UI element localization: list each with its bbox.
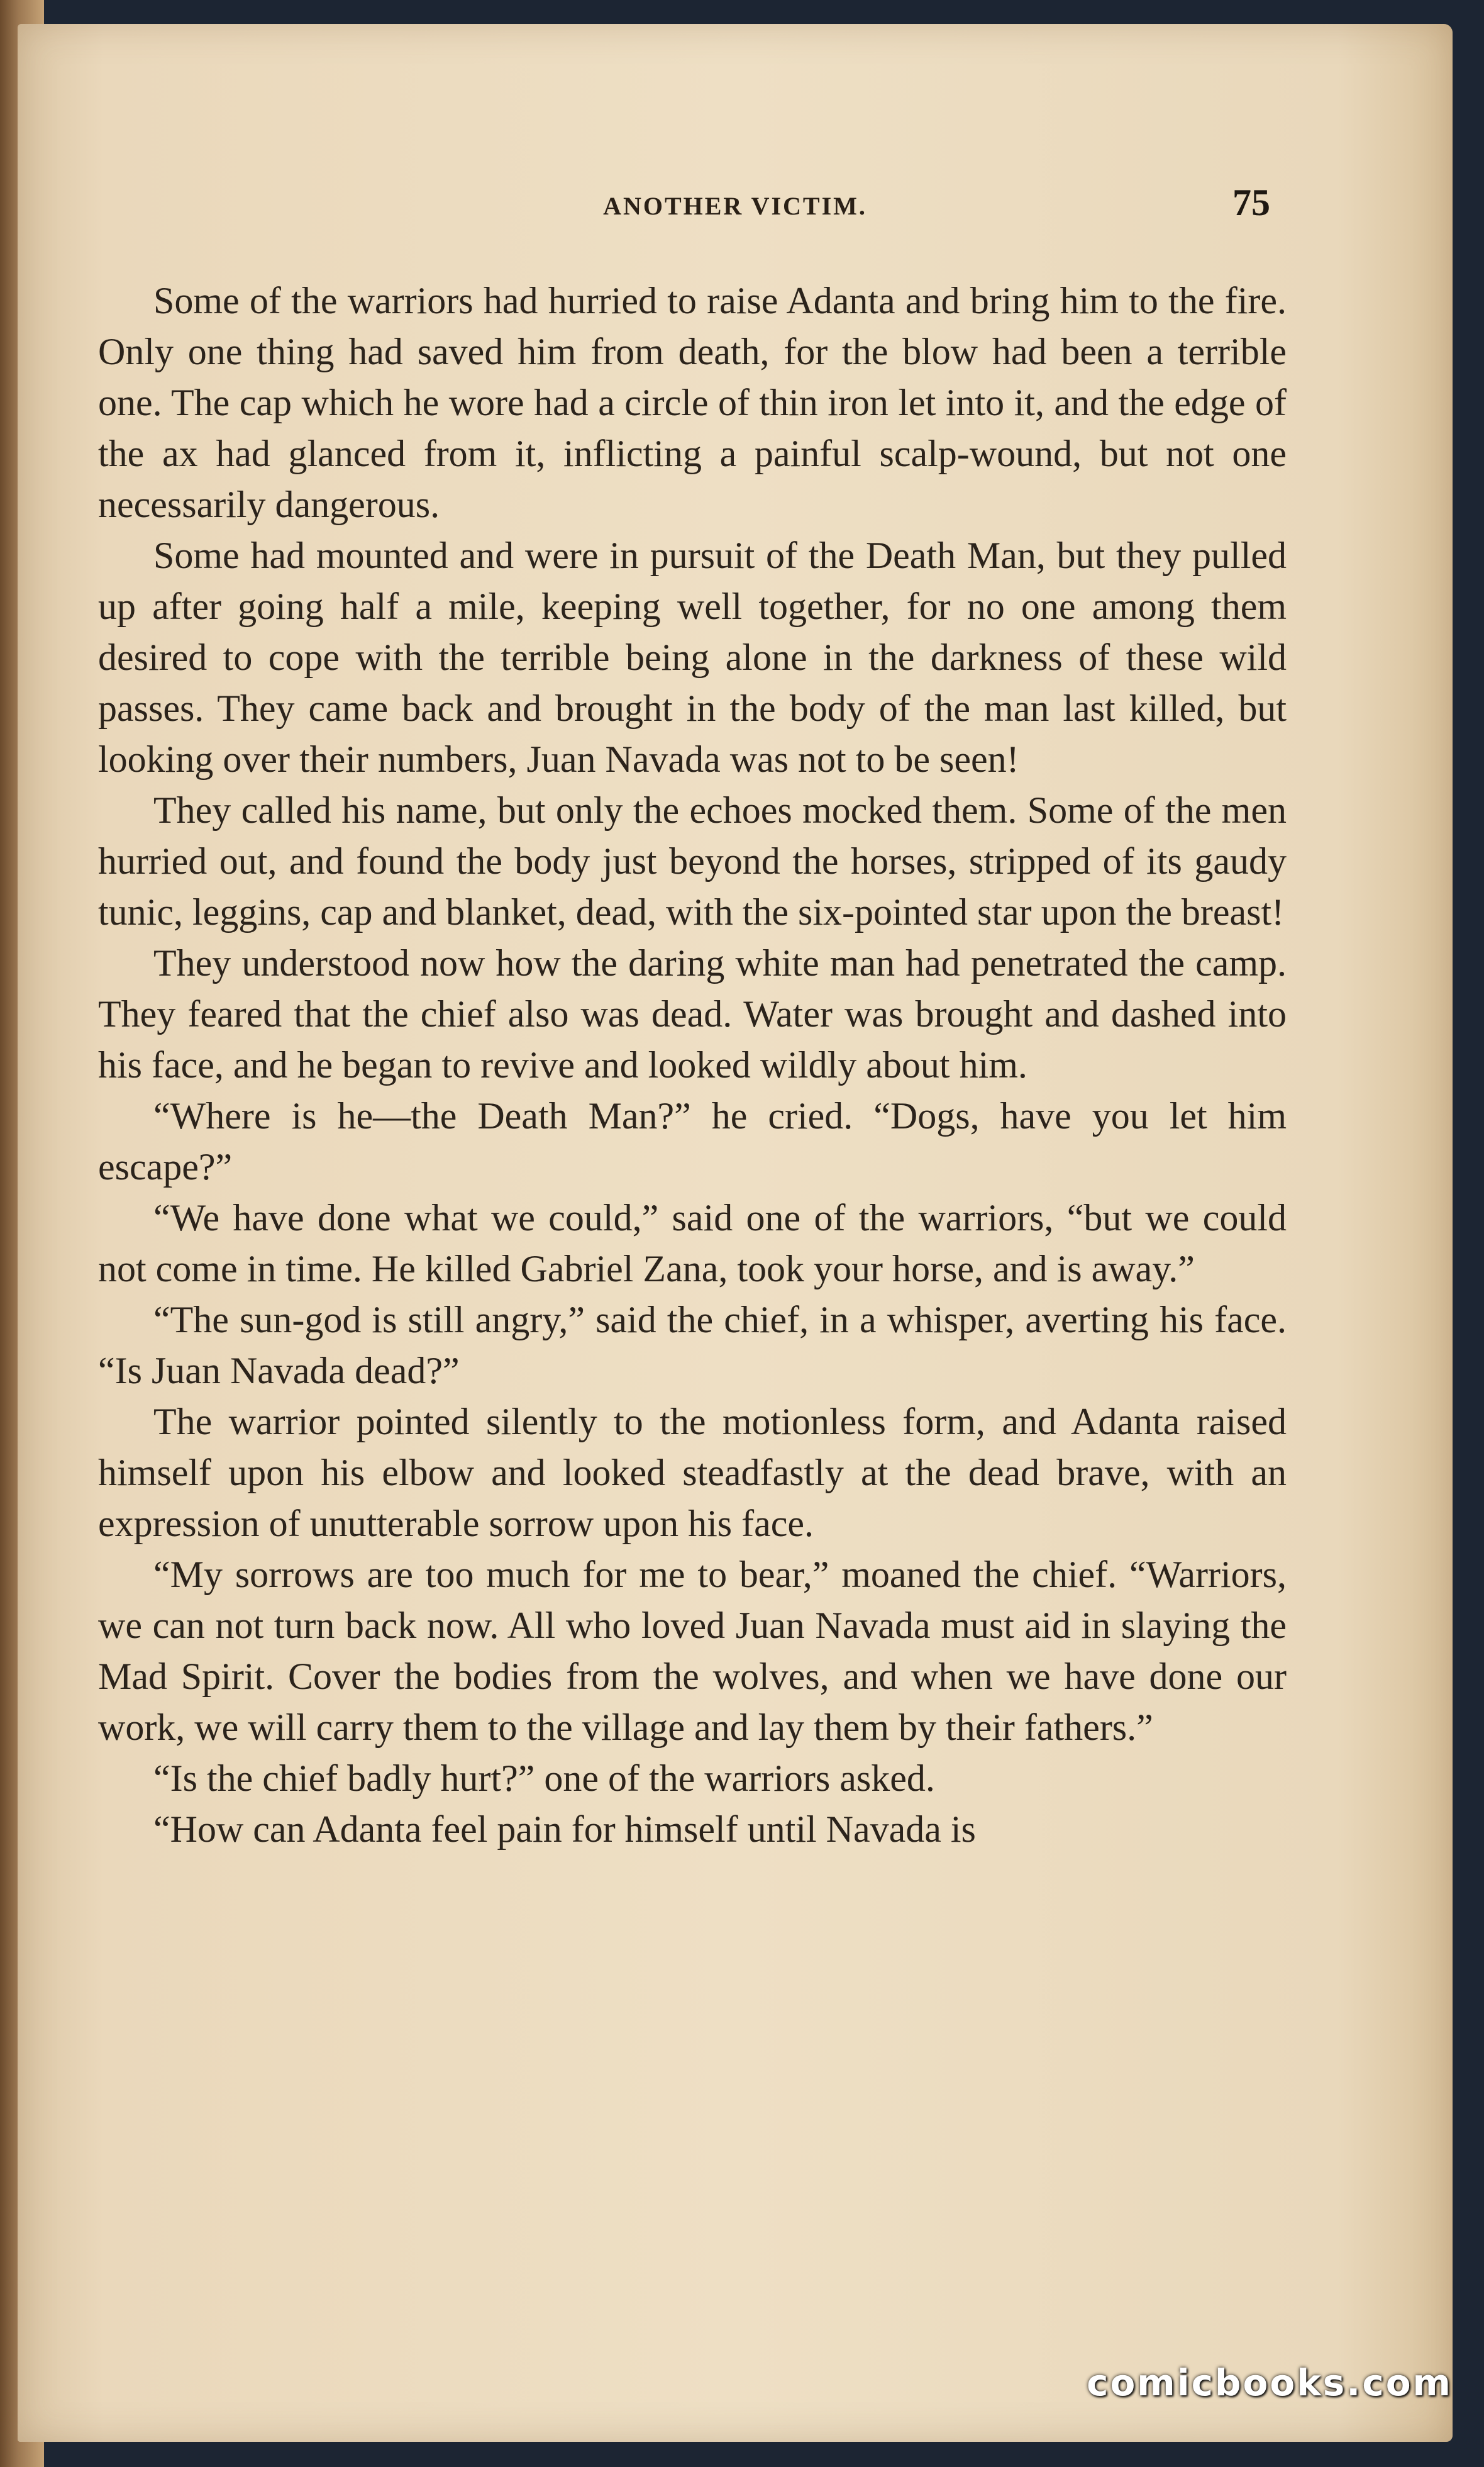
paragraph: “My sorrows are too much for me to bear,” moaned the chief. “Warriors, we can not turn back now. All who loved Juan Navada must aid in slaying the Mad Spirit. Cover the bodies from the wolves, and when we have done our work, we will carry them to the village and lay them by their fathers.” [98,1554,1287,1748]
paragraph: “We have done what we could,” said one of the warriors, “but we could not come in time. He killed Gabriel Zana, took your horse, and is away.” [98,1197,1287,1289]
paragraph: Some had mounted and were in pursuit of the Death Man, but they pulled up after going half a mile, keeping well together, for no one among them desired to cope with the terrible being alone in the darkness of these wild passes. They came back and brought in the body of the man last killed, but looking over their numbers, Juan Navada was not to be seen! [98,535,1287,780]
paragraph: “The sun-god is still angry,” said the chief, in a whisper, averting his face. “Is Juan Navada dead?” [98,1299,1287,1391]
paragraph: They called his name, but only the echoes mocked them. Some of the men hurried out, and found the body just beyond the horses, stripped of its gaudy tunic, leggins, cap and blanket, dead, with the six-pointed star upon the breast! [98,789,1287,933]
page-number: 75 [1232,182,1270,223]
paragraph: Some of the warriors had hurried to raise Adanta and bring him to the fire. Only one thing had saved him from death, for the blow had been a terrible one. The cap which he wore had a circle of thin iron let into it, and the edge of the ax had glanced from it, inflicting a painful scalp-wound, but not one necessarily dangerous. [98,280,1287,525]
body-text [98,276,1287,1855]
paragraph: “Where is he—the Death Man?” he cried. “Dogs, have you let him escape?” [98,1095,1287,1188]
running-head: ANOTHER VICTIM. [603,192,867,220]
page-header [18,181,1453,231]
paragraph: The warrior pointed silently to the motionless form, and Adanta raised himself upon his elbow and looked steadfastly at the dead brave, with an expression of unutterable sorrow upon his face. [98,1401,1287,1544]
paragraph: “How can Adanta feel pain for himself until Navada is [153,1808,976,1850]
book-page [18,24,1453,2442]
watermark-text: comicbooks.com [1087,2361,1453,2404]
paragraph: “Is the chief badly hurt?” one of the warriors asked. [153,1757,935,1799]
paragraph: They understood now how the daring white man had penetrated the camp. They feared that the chief also was dead. Water was brought and dashed into his face, and he began to revive and looked wildly about him. [98,942,1287,1086]
